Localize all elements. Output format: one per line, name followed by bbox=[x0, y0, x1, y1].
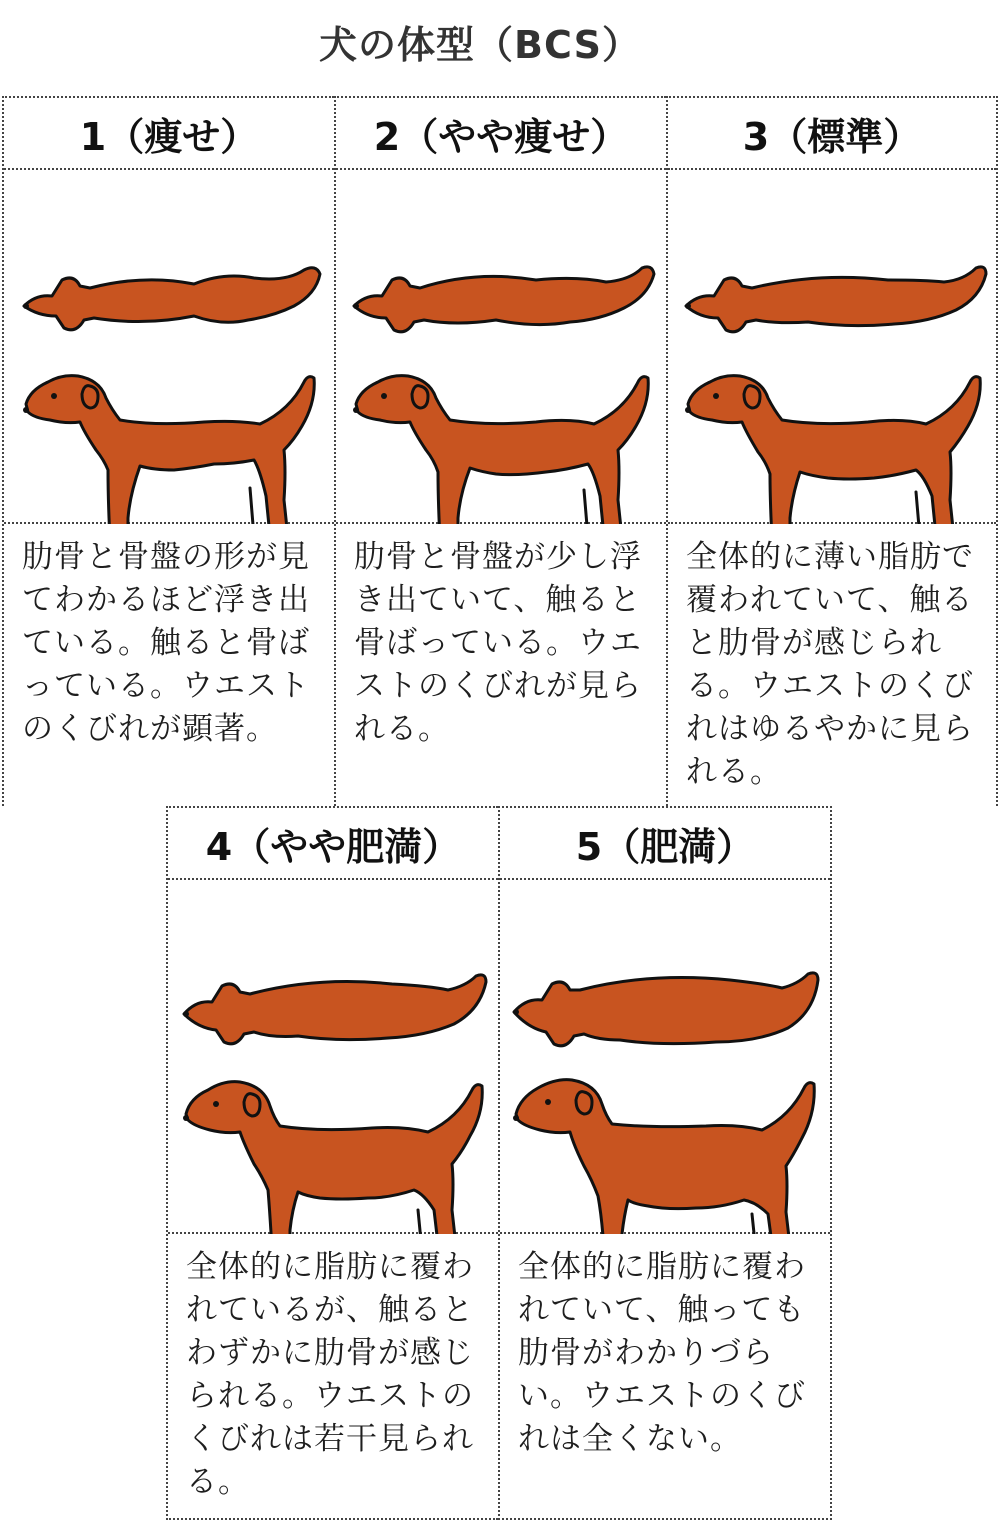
dog-side-view-icon bbox=[353, 376, 648, 524]
dog-illustration-2 bbox=[336, 170, 666, 524]
bcs-description-4: 全体的に脂肪に覆われているが、触るとわずかに肋骨が感じられる。ウエストのくびれは若干見られる。 bbox=[186, 1249, 474, 1500]
dog-top-view-icon bbox=[183, 975, 486, 1044]
dog-illustration-5 bbox=[500, 880, 830, 1234]
dog-side-view-icon bbox=[23, 376, 314, 524]
dog-illustration-3 bbox=[668, 170, 996, 524]
dog-top-view-icon bbox=[513, 973, 818, 1046]
dog-side-view-icon bbox=[183, 1082, 482, 1234]
bcs-card-4 bbox=[166, 806, 498, 1520]
bcs-label-2: 2（やや痩せ） bbox=[336, 98, 666, 170]
dog-illustration-1 bbox=[4, 170, 334, 524]
dog-side-view-icon bbox=[513, 1080, 814, 1234]
dog-top-view-icon bbox=[685, 267, 986, 332]
dog-illustration-4 bbox=[168, 880, 498, 1234]
dog-top-view-icon bbox=[353, 267, 654, 332]
dog-top-view-icon bbox=[23, 268, 320, 330]
bcs-description-3: 全体的に薄い脂肪で覆われていて、触ると肋骨が感じられる。ウエストのくびれはゆるやかに見られる。 bbox=[686, 539, 974, 790]
page-title: 犬の体型（BCS） bbox=[319, 23, 641, 67]
bcs-label-3: 3（標準） bbox=[668, 98, 996, 170]
dog-side-view-icon bbox=[685, 376, 980, 524]
bcs-card-3 bbox=[666, 96, 998, 806]
bcs-label-1: 1（痩せ） bbox=[4, 98, 334, 170]
bcs-card-5 bbox=[498, 806, 832, 1520]
bcs-card-1 bbox=[2, 96, 334, 806]
bcs-label-5: 5（肥満） bbox=[500, 808, 830, 880]
bcs-card-2 bbox=[334, 96, 666, 806]
bcs-description-1: 肋骨と骨盤の形が見てわかるほど浮き出ている。触ると骨ばっている。ウエストのくびれが顕著。 bbox=[22, 539, 310, 747]
bcs-description-5: 全体的に脂肪に覆われていて、触っても肋骨がわかりづらい。ウエストのくびれは全くない。 bbox=[518, 1249, 806, 1457]
bcs-description-2: 肋骨と骨盤が少し浮き出ていて、触ると骨ばっている。ウエストのくびれが見られる。 bbox=[354, 539, 642, 747]
bcs-label-4: 4（やや肥満） bbox=[168, 808, 498, 880]
